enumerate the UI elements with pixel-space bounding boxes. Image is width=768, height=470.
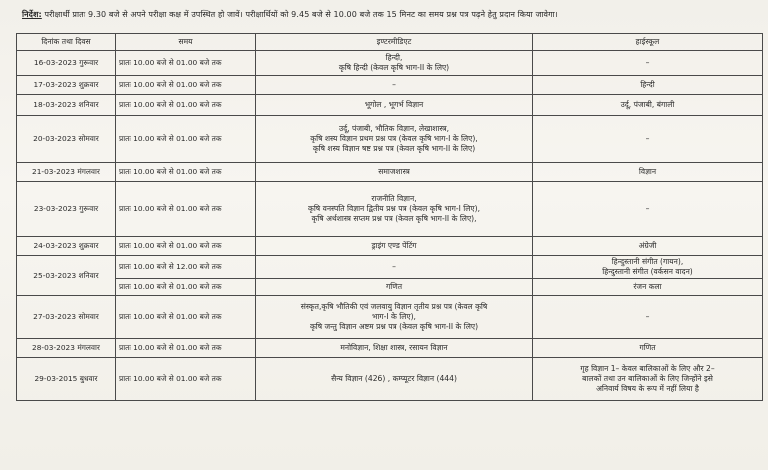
intermediate-line: कृषि वनस्पति विज्ञान द्वितीय प्रश्न पत्र (केवल कृषि भाग-I लिए), xyxy=(308,204,480,213)
time-cell: प्रातः 10.00 बजे से 01.00 बजे तक xyxy=(116,163,256,182)
highschool-line: अंग्रेजी xyxy=(638,241,657,250)
header-time: समय xyxy=(116,34,256,51)
intermediate-line: उर्दू, पंजाबी, भौतिक विज्ञान, लेखाशास्त्र, xyxy=(339,124,449,133)
highschool-cell: रंजन कला xyxy=(533,279,763,296)
table-header-row xyxy=(17,34,763,51)
highschool-cell xyxy=(533,256,763,279)
intermediate-line: कृषि शस्य विज्ञान प्रथम प्रश्न पत्र (केवल कृषि भाग-I के लिए), xyxy=(310,134,478,143)
highschool-cell xyxy=(533,339,763,358)
date-cell: 29-03-2015 बुधवार xyxy=(17,358,116,401)
highschool-cell xyxy=(533,182,763,237)
highschool-line: – xyxy=(645,204,650,213)
highschool-line: – xyxy=(645,58,650,67)
time-cell: प्रातः 10.00 बजे से 01.00 बजे तक xyxy=(116,358,256,401)
highschool-line: गणित xyxy=(639,343,656,352)
table-row xyxy=(17,116,763,163)
intermediate-line: कृषि जन्तु विज्ञान अष्टम प्रश्न पत्र (केवल कृषि भाग-II के लिए) xyxy=(309,322,479,331)
intermediate-cell xyxy=(256,51,533,76)
date-cell: 25-03-2023 शनिवार xyxy=(17,256,116,296)
time-cell: प्रातः 10.00 बजे से 01.00 बजे तक xyxy=(116,95,256,116)
highschool-line: उर्दू, पंजाबी, बंगाली xyxy=(620,100,675,109)
intermediate-line: भूगोल , भूगर्भ विज्ञान xyxy=(364,100,424,109)
instruction-notice xyxy=(22,9,762,21)
highschool-line: – xyxy=(645,312,650,321)
highschool-cell xyxy=(533,237,763,256)
table-row xyxy=(17,163,763,182)
date-cell: 21-03-2023 मंगलवार xyxy=(17,163,116,182)
table-row xyxy=(17,256,763,279)
time-cell: प्रातः 10.00 बजे से 01.00 बजे तक xyxy=(116,339,256,358)
time-cell: प्रातः 10.00 बजे से 01.00 बजे तक xyxy=(116,76,256,95)
highschool-line: विज्ञान xyxy=(638,167,657,176)
highschool-line: हिन्दुस्तानी संगीत (वर्कसन वादन) xyxy=(602,267,693,276)
highschool-line: बालकों तथा उन बालिकाओं के लिए जिन्होंने इसे xyxy=(582,374,713,383)
intermediate-line: समाजशास्त्र xyxy=(378,167,410,176)
time-cell: प्रातः 10.00 बजे से 01.00 बजे तक xyxy=(116,182,256,237)
intermediate-cell: – xyxy=(256,256,533,279)
time-cell: प्रातः 10.00 बजे से 01.00 बजे तक xyxy=(116,279,256,296)
table-row xyxy=(17,339,763,358)
highschool-cell xyxy=(533,95,763,116)
header-date: दिनांक तथा दिवस xyxy=(17,34,116,51)
table-row xyxy=(17,296,763,339)
notice-text: परीक्षार्थी प्रातः 9.30 बजे से अपने परीक्षा कक्ष में उपस्थित हो जावें। परीक्षार्थियों को 9.45 बजे से 10.00 बजे तक 15 मिनट का समय प्रश्न पत्र पढ़ने हेतु प्रदान किया जावेगा। xyxy=(44,10,558,19)
date-cell: 28-03-2023 मंगलवार xyxy=(17,339,116,358)
exam-schedule-table xyxy=(16,33,763,401)
intermediate-cell xyxy=(256,182,533,237)
table-row xyxy=(17,182,763,237)
table-row xyxy=(17,358,763,401)
date-cell: 16-03-2023 गुरूवार xyxy=(17,51,116,76)
date-cell: 20-03-2023 सोमवार xyxy=(17,116,116,163)
table-body-lower xyxy=(17,296,763,401)
header-highschool: हाईस्कूल xyxy=(533,34,763,51)
header-intermediate: इण्टरमीडिएट xyxy=(256,34,533,51)
date-cell: 23-03-2023 गुरूवार xyxy=(17,182,116,237)
intermediate-line: कृषि हिन्दी (केवल कृषि भाग-II के लिए) xyxy=(338,63,450,72)
highschool-cell xyxy=(533,76,763,95)
highschool-cell xyxy=(533,358,763,401)
time-cell: प्रातः 10.00 बजे से 01.00 बजे तक xyxy=(116,296,256,339)
date-cell: 24-03-2023 शुक्रवार xyxy=(17,237,116,256)
intermediate-cell xyxy=(256,163,533,182)
table-row xyxy=(17,51,763,76)
time-cell: प्रातः 10.00 बजे से 12.00 बजे तक xyxy=(116,256,256,279)
table-body-upper xyxy=(17,51,763,256)
date-cell: 17-03-2023 शुक्रवार xyxy=(17,76,116,95)
intermediate-line: कृषि अर्थशास्त्र सप्तम प्रश्न पत्र (केवल कृषि भाग-II के लिए), xyxy=(311,214,477,223)
intermediate-cell: गणित xyxy=(256,279,533,296)
highschool-line: हिन्दी xyxy=(640,80,655,89)
intermediate-line: मनोविज्ञान, शिक्षा शास्त्र, रसायन विज्ञान xyxy=(340,343,448,352)
intermediate-cell xyxy=(256,296,533,339)
notice-label: निर्देश: xyxy=(22,10,42,19)
intermediate-line: ड्राइंग एण्ड पेंटिंग xyxy=(371,241,417,250)
highschool-cell xyxy=(533,163,763,182)
intermediate-line: – xyxy=(392,80,396,89)
table-body-row-25 xyxy=(17,256,763,296)
highschool-cell xyxy=(533,51,763,76)
intermediate-line: राजनीति विज्ञान, xyxy=(371,194,417,203)
intermediate-line: सैन्य विज्ञान (426) , कम्प्यूटर विज्ञान (444) xyxy=(331,374,457,383)
time-cell: प्रातः 10.00 बजे से 01.00 बजे तक xyxy=(116,116,256,163)
highschool-cell xyxy=(533,116,763,163)
time-cell: प्रातः 10.00 बजे से 01.00 बजे तक xyxy=(116,237,256,256)
intermediate-line: संस्कृत,कृषि भौतिकी एवं जलवायु विज्ञान तृतीय प्रश्न पत्र (केवल कृषि xyxy=(300,302,488,311)
date-cell: 27-03-2023 सोमवार xyxy=(17,296,116,339)
table-row xyxy=(17,76,763,95)
intermediate-cell xyxy=(256,237,533,256)
intermediate-line: भाग-I के लिए), xyxy=(372,312,416,321)
intermediate-line: कृषि शस्य विज्ञान षष्ट प्रश्न पत्र (केवल कृषि भाग-II के लिए) xyxy=(312,144,476,153)
table-row xyxy=(17,237,763,256)
time-cell: प्रातः 10.00 बजे से 01.00 बजे तक xyxy=(116,51,256,76)
intermediate-cell xyxy=(256,339,533,358)
date-cell: 18-03-2023 शनिवार xyxy=(17,95,116,116)
intermediate-cell xyxy=(256,116,533,163)
table-row xyxy=(17,95,763,116)
highschool-line: गृह विज्ञान 1– केवल बालिकाओं के लिए और 2– xyxy=(580,364,715,373)
highschool-line: – xyxy=(645,134,650,143)
intermediate-cell xyxy=(256,76,533,95)
highschool-line: अनिवार्य विषय के रूप में नहीं लिया है xyxy=(596,384,699,393)
intermediate-line: हिन्दी, xyxy=(385,53,403,62)
intermediate-cell xyxy=(256,358,533,401)
intermediate-cell xyxy=(256,95,533,116)
highschool-line: हिन्दुस्तानी संगीत (गायन), xyxy=(611,257,684,266)
table-row xyxy=(17,279,763,296)
highschool-cell xyxy=(533,296,763,339)
